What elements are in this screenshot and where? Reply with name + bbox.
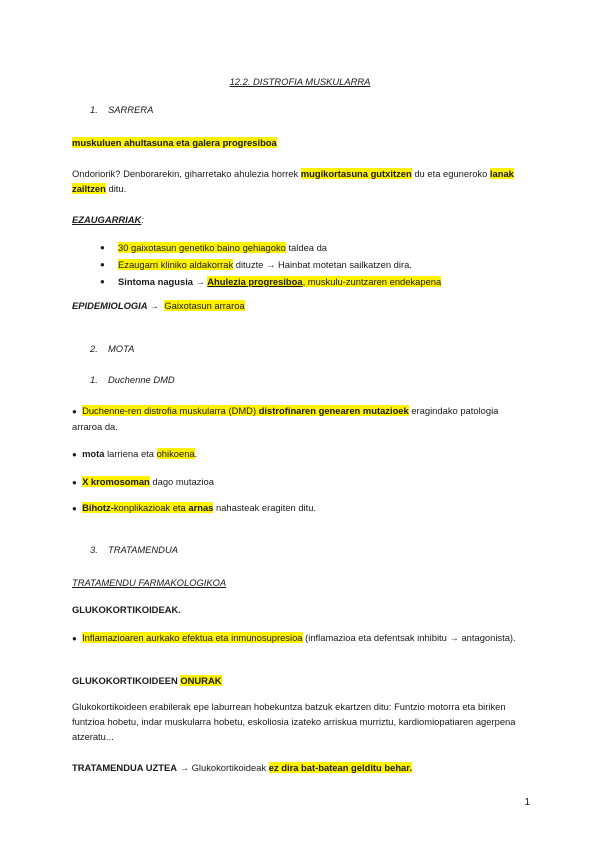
text: Sintoma nagusia → <box>118 276 208 287</box>
epidemiologia-label: EPIDEMIOLOGIA → <box>72 300 160 311</box>
dmd-paragraph-3 <box>72 474 530 490</box>
inflamazio-paragraph <box>72 630 530 646</box>
highlight: mutazioek <box>360 405 409 416</box>
text: nahasteak eragiten ditu. <box>213 502 317 513</box>
highlight: Inflamazioaren aurkako efektua eta inmunosupresioa <box>82 632 303 643</box>
highlight: ohikoena <box>156 448 195 459</box>
list-item <box>100 274 540 289</box>
ezaugarriak-list <box>100 240 540 291</box>
text: dago mutazioa <box>149 476 214 487</box>
section-label: MOTA <box>108 343 135 354</box>
section-number: 1. <box>90 104 98 115</box>
text: eragindako patologia arraroa da. <box>72 405 499 432</box>
intro-line <box>72 135 530 150</box>
page-title: 12.2. DISTROFIA MUSKULARRA <box>229 76 371 87</box>
highlight: Bihotz- <box>82 502 114 513</box>
heading-text: GLUKOKORTIKOIDEAK. <box>72 604 181 615</box>
heading-text: TRATAMENDU FARMAKOLOGIKOA <box>72 577 227 588</box>
text: Glukokortikoideen erabilerak epe laburrean hobekuntza batzuk ekartzen ditu: Funtzio motorra eta biriken funtzioa hobetu, indar muskularra hobetu, eskoliosia izateko arriskua murriztu, kardiomiopatiaren agerpena atzeratu... <box>72 701 516 742</box>
highlight: Gaixotasun arraroa <box>164 300 245 311</box>
highlight: ONURAK <box>180 675 222 686</box>
highlight: distrofinaren genearen <box>258 405 361 416</box>
subsection-label: Duchenne DMD <box>108 374 175 385</box>
text: . <box>194 448 198 459</box>
dmd-paragraph-4 <box>72 500 530 516</box>
page-number: 1 <box>524 797 530 808</box>
bullet-icon: ● <box>72 634 77 643</box>
highlight: ez dira bat-batean gelditu behar. <box>268 762 413 773</box>
epidemiologia-line <box>72 298 530 313</box>
tratamendu-farmakologikoa-heading <box>72 575 530 590</box>
label: TRATAMENDUA UZTEA <box>72 762 178 773</box>
bullet-icon: ● <box>72 450 77 459</box>
list-item <box>100 240 540 255</box>
subsection-heading-duchenne <box>90 374 175 385</box>
highlight: , muskulu-zuntzaren endekapena <box>302 276 442 287</box>
section-number: 3. <box>90 544 98 555</box>
highlight: X kromosoman <box>82 476 150 487</box>
ondorio-paragraph <box>72 166 530 196</box>
section-label: SARRERA <box>108 104 154 115</box>
subsection-number: 1. <box>90 374 98 385</box>
text: larriena eta <box>104 448 157 459</box>
ezaugarriak-label: EZAUGARRIAK <box>72 214 142 225</box>
section-heading-mota <box>90 343 134 354</box>
highlight-underlined: Ahulezia progresiboa <box>207 276 303 287</box>
highlight: Duchenne-ren distrofia muskularra (DMD) <box>82 405 259 416</box>
text: (inflamazioa eta defentsak inhibitu → antagonista). <box>302 632 516 643</box>
section-number: 2. <box>90 343 98 354</box>
onurak-paragraph <box>72 699 530 744</box>
text: dituzte → Hainbat motetan sailkatzen dira. <box>233 259 412 270</box>
dmd-paragraph-2 <box>72 446 530 462</box>
glukokortikoideak-heading <box>72 602 530 617</box>
list-item <box>100 257 540 272</box>
highlight: arnas <box>188 502 214 513</box>
highlight-lanak: lanak zailtzen <box>72 168 514 194</box>
highlight: Ezaugarri kliniko aldakorrak <box>118 259 234 270</box>
highlight: 30 gaixotasun genetiko baino gehiagoko <box>118 242 286 253</box>
section-label: TRATAMENDUA <box>108 544 178 555</box>
ezaugarriak-heading <box>72 212 530 227</box>
highlight-mugikortasuna: mugikortasuna gutxitzen <box>300 168 412 179</box>
section-heading-tratamendua <box>90 544 178 555</box>
ezaugarriak-colon: : <box>141 214 144 225</box>
text: taldea da <box>285 242 328 253</box>
onurak-heading <box>72 673 530 688</box>
bullet-icon: ● <box>72 407 77 416</box>
text: mota <box>82 448 105 459</box>
dmd-paragraph-1 <box>72 403 530 434</box>
tratamendua-uztea-line <box>72 760 530 775</box>
text: Ondoriorik? Denborarekin, giharretako ahulezia horrek <box>72 168 301 179</box>
highlight: konplikazioak eta <box>113 502 189 513</box>
bullet-icon: ● <box>72 478 77 487</box>
heading-text: GLUKOKORTIKOIDEEN <box>72 675 181 686</box>
bullet-icon: ● <box>72 504 77 513</box>
text: du eta eguneroko <box>411 168 490 179</box>
intro-highlight: muskuluen ahultasuna eta galera progresiboa <box>72 137 277 148</box>
section-heading-sarrera <box>90 104 153 115</box>
text: → Glukokortikoideak <box>177 762 269 773</box>
text: ditu. <box>105 183 127 194</box>
